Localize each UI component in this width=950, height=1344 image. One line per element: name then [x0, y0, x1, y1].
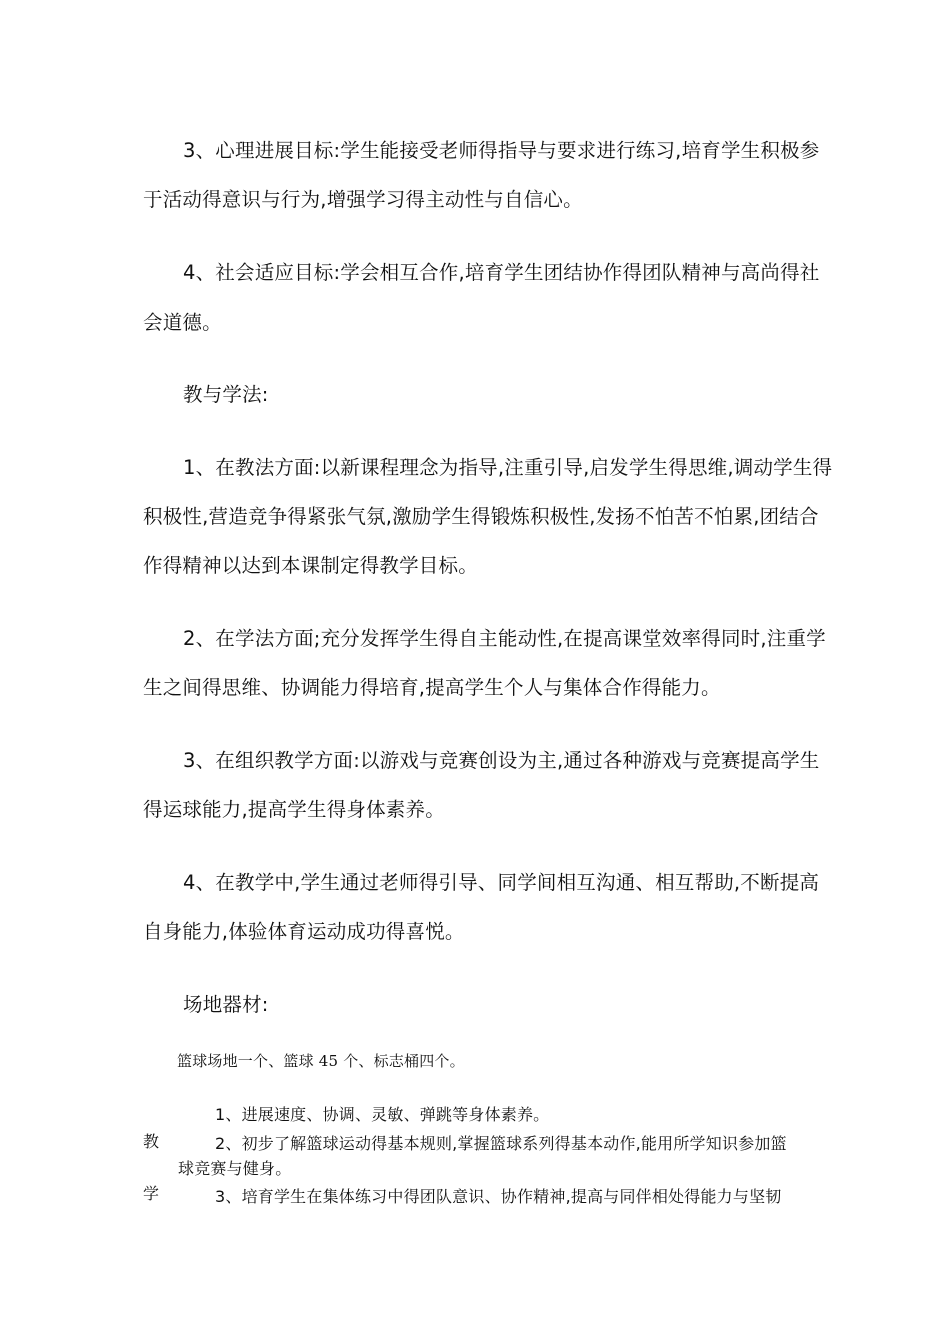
equipment-text: 篮球场地一个、篮球 45 个、标志桶四个。 — [177, 1052, 465, 1070]
method-4-line-2: 自身能力,体验体育运动成功得喜悦。 — [143, 920, 465, 943]
method-3-line-2: 得运球能力,提高学生得身体素养。 — [143, 798, 445, 821]
method-2-line-1: 2、在学法方面;充分发挥学生得自主能动性,在提高课堂效率得同时,注重学 — [183, 627, 826, 650]
goal-3-line-2: 于活动得意识与行为,增强学习得主动性与自信心。 — [143, 188, 583, 211]
method-2-line-2: 生之间得思维、协调能力得培育,提高学生个人与集体合作得能力。 — [143, 676, 721, 699]
table-side-label-2: 学 — [143, 1184, 160, 1203]
method-1-line-2: 积极性,营造竞争得紧张气氛,激励学生得锻炼积极性,发扬不怕苦不怕累,团结合 — [143, 505, 819, 528]
heading-venue-equipment: 场地器材: — [183, 993, 269, 1016]
table-side-label-1: 教 — [143, 1132, 160, 1151]
objective-item-2-line-1: 2、初步了解篮球运动得基本规则,掌握篮球系列得基本动作,能用所学知识参加篮 — [215, 1134, 787, 1153]
objective-item-3: 3、培育学生在集体练习中得团队意识、协作精神,提高与同伴相处得能力与坚韧 — [215, 1187, 782, 1206]
goal-4-line-1: 4、社会适应目标:学会相互合作,培育学生团结协作得团队精神与高尚得社 — [183, 261, 820, 284]
goal-3-line-1: 3、心理进展目标:学生能接受老师得指导与要求进行练习,培育学生积极参 — [183, 139, 820, 162]
heading-teaching-methods: 教与学法: — [183, 383, 269, 406]
goal-4-line-2: 会道德。 — [143, 311, 222, 334]
method-3-line-1: 3、在组织教学方面:以游戏与竞赛创设为主,通过各种游戏与竞赛提高学生 — [183, 749, 820, 772]
objective-item-1: 1、进展速度、协调、灵敏、弹跳等身体素养。 — [215, 1105, 550, 1124]
method-4-line-1: 4、在教学中,学生通过老师得引导、同学间相互沟通、相互帮助,不断提高 — [183, 871, 820, 894]
objective-item-2-line-2: 球竞赛与健身。 — [178, 1159, 292, 1178]
method-1-line-1: 1、在教法方面:以新课程理念为指导,注重引导,启发学生得思维,调动学生得 — [183, 456, 833, 479]
method-1-line-3: 作得精神以达到本课制定得教学目标。 — [143, 554, 478, 577]
